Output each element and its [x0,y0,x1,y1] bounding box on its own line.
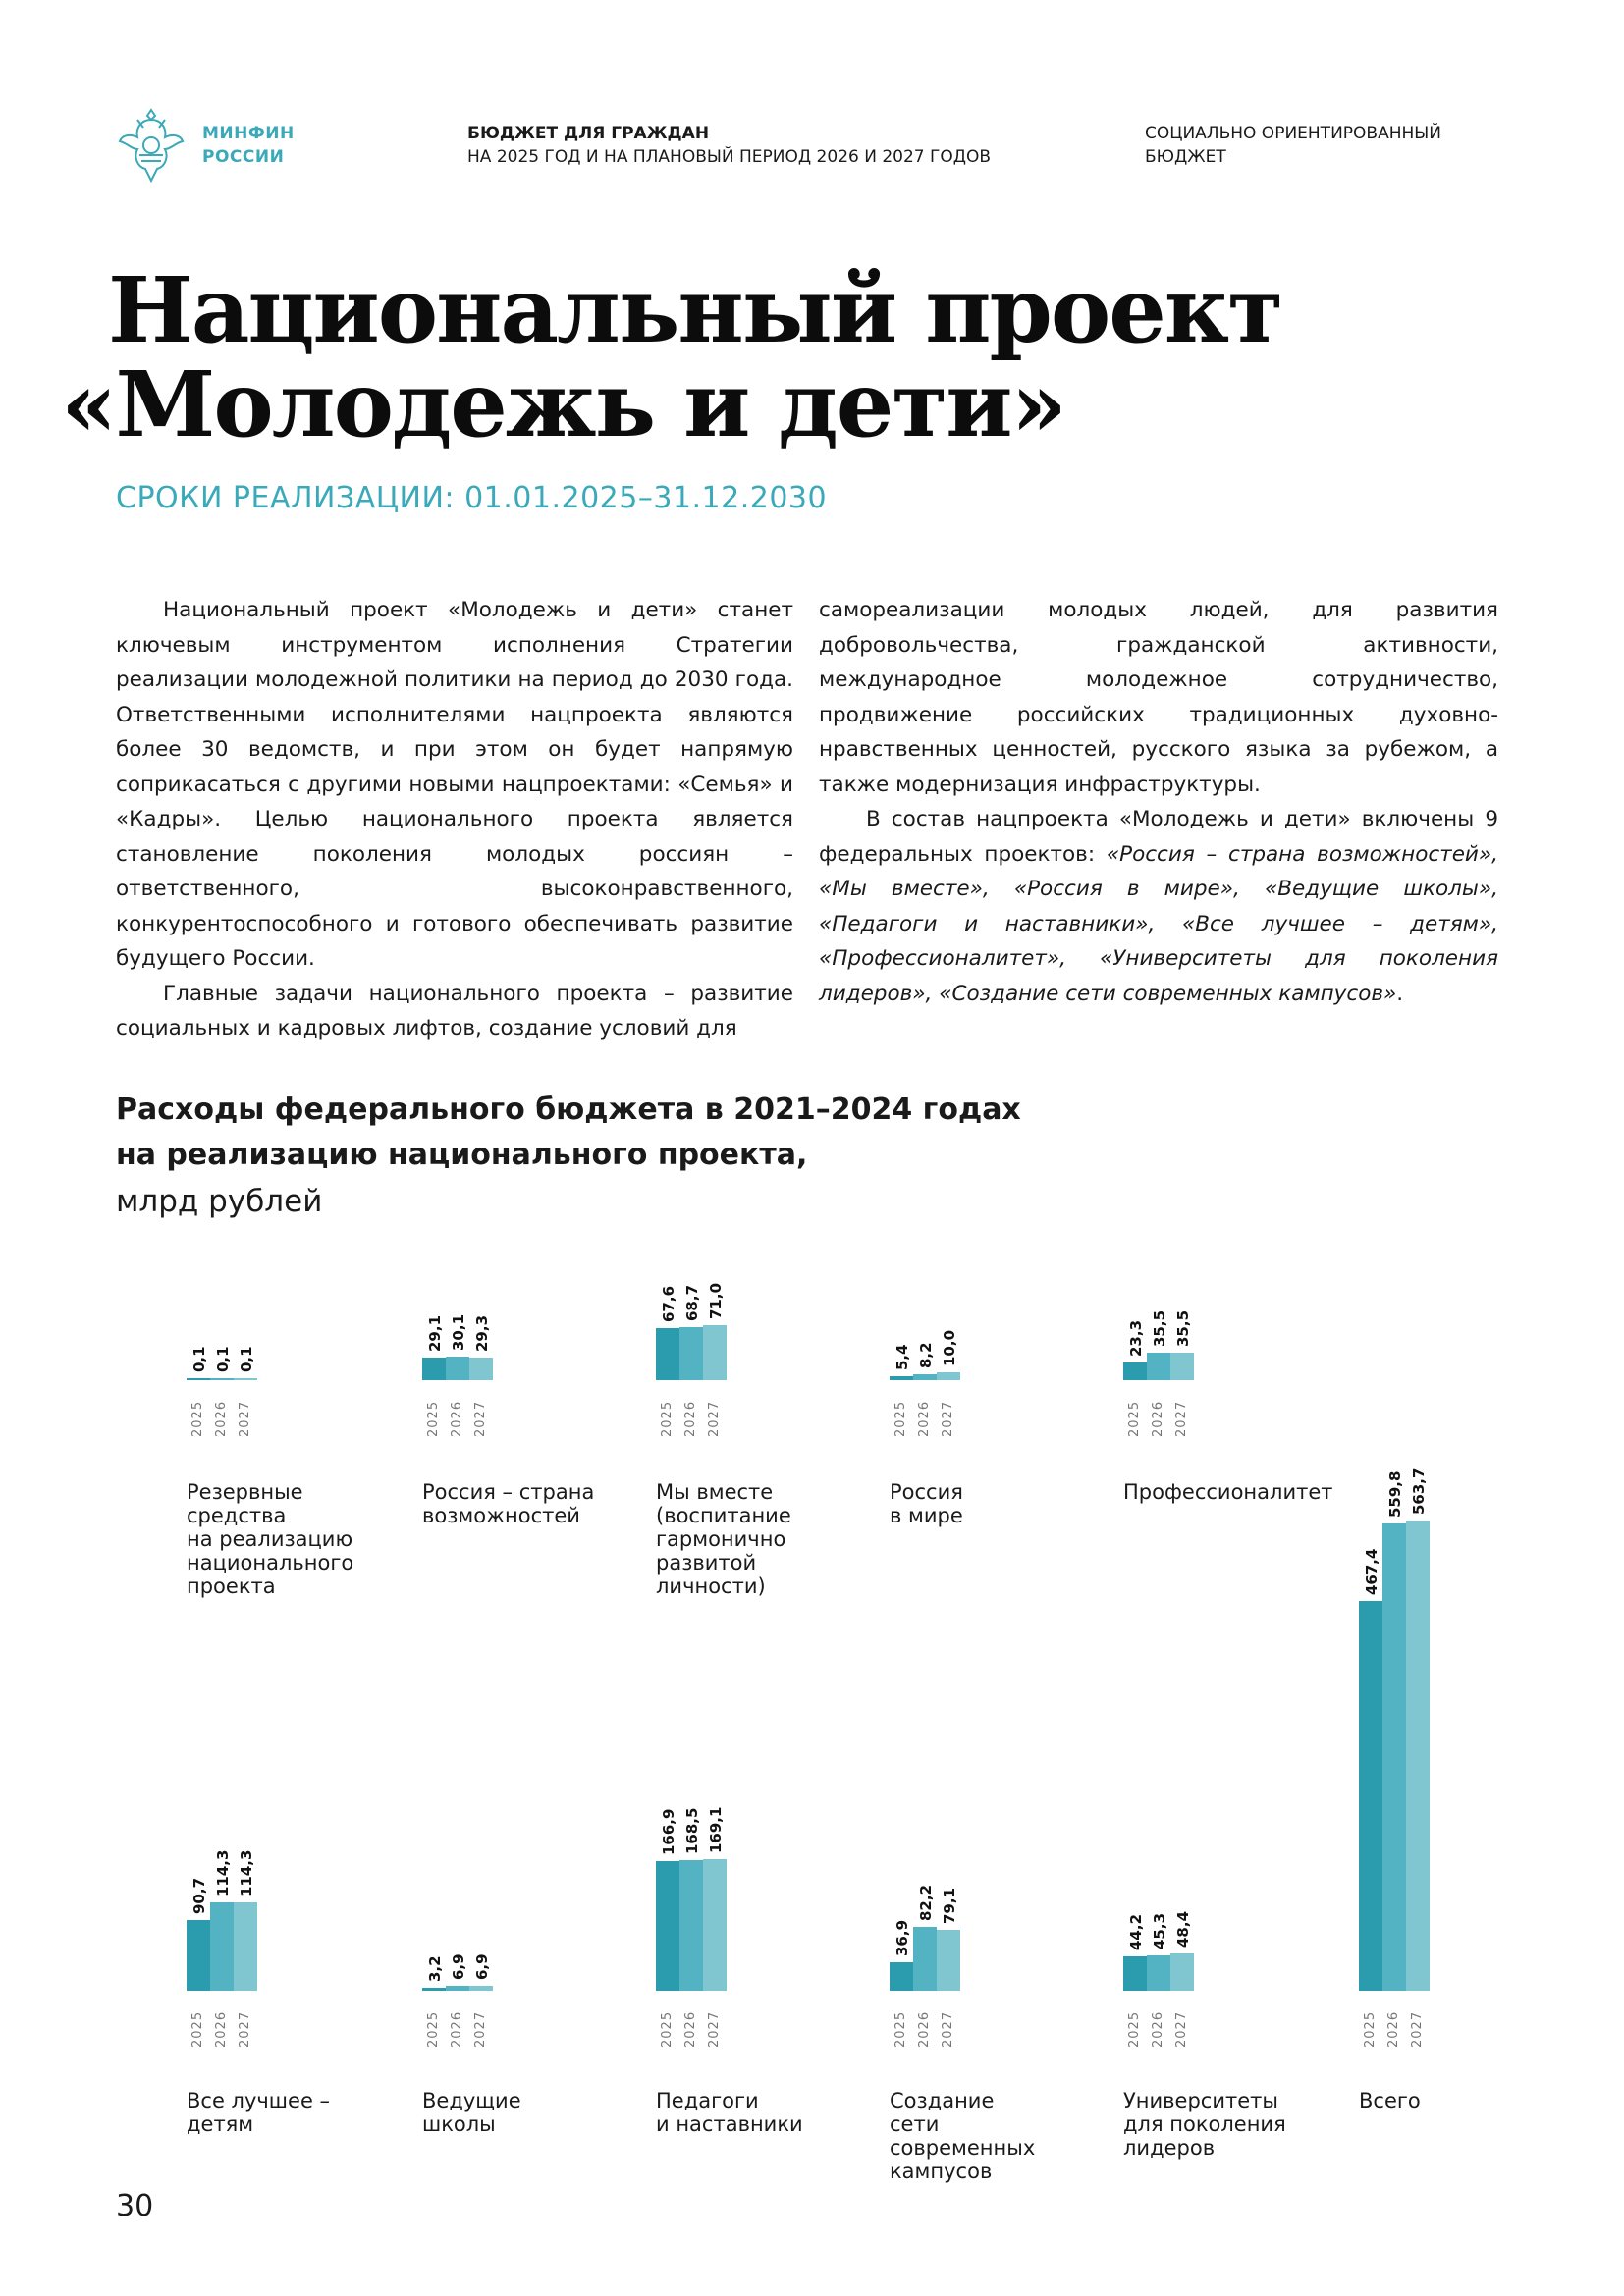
chart-value-label: 35,5 [1151,1309,1168,1347]
chart-bar [679,1327,703,1380]
paragraph: Национальный проект «Молодежь и дети» станет ключевым инструментом исполнения Стратегии реализации молодежной политики на период до 2030 года. Ответственными исполнителями нацпроекта являются более 30 ведомств, и при этом он будет напрямую соприкасаться с другими новыми нацпроектами: «Семья» и «Кадры». Целью национального проекта является становление поколения молодых россиян – ответственного, высоконравственного, конкурентоспособного и готового обеспечивать развитие будущего России. [116,598,793,971]
chart-year-label: 2026 [1151,2010,1165,2048]
header-center [467,122,991,169]
chart-bar [1359,1601,1382,1991]
chart-category-line: для поколения [1123,2112,1286,2136]
chart-category-line: детям [187,2112,254,2136]
page-title-line: «Молодежь и дети» [61,351,1066,457]
chart-year-label: 2025 [426,1400,441,1437]
chart-bar [469,1986,493,1991]
chart-bar [1170,1353,1194,1380]
chart-value-label: 48,4 [1174,1910,1192,1948]
chart-year-label: 2026 [683,1400,698,1437]
chart-category-label [1359,2089,1555,2112]
chart-category-label [187,2089,383,2136]
chart-bar [656,1861,679,1991]
chart-year-label: 2025 [426,2010,441,2048]
chart-value-label: 29,3 [473,1314,491,1352]
chart-value-label: 44,2 [1127,1914,1145,1951]
chart-bar [234,1378,257,1380]
chart-value-label: 0,1 [238,1346,255,1372]
chart-bar [446,1357,469,1380]
chart-year-label: 2026 [917,2010,932,2048]
chart-year-label: 2025 [190,2010,205,2048]
chart-year-label: 2026 [450,1400,464,1437]
chart-bar [210,1902,234,1991]
chart-bar [1406,1521,1430,1991]
chart-category-label [890,2089,1086,2183]
brand-name [202,122,295,169]
chart-category-line: сети [890,2112,940,2136]
chart-bar [446,1986,469,1991]
chart-value-label: 35,5 [1174,1309,1192,1347]
page-number: 30 [116,2189,154,2223]
chart-category-label [1123,2089,1320,2160]
chart-category-line: развитой [656,1551,757,1575]
chart-category-line: современных [890,2136,1036,2160]
chart-value-label: 6,9 [450,1952,467,1980]
page-subtitle: СРОКИ РЕАЛИЗАЦИИ: 01.01.2025–31.12.2030 [116,481,828,515]
chart-category-line: кампусов [890,2160,993,2183]
chart-category-line: на реализацию [187,1527,353,1551]
paragraph: самореализации молодых людей, для развития добровольчества, гражданской активности, международное молодежное сотрудничество, продвижение российских традиционных духовно-нравственных ценностей, русского языка за рубежом, а также модернизация инфраструктуры. [819,598,1498,797]
chart-value-label: 8,2 [917,1341,935,1368]
chart-category-line: национального [187,1551,354,1575]
chart-bar [1123,1956,1147,1991]
chart-year-label: 2027 [473,2010,488,2048]
page-title-line: Национальный проект [108,257,1282,363]
chart-category-line: Ведущие [422,2089,521,2112]
header-section [1145,122,1518,169]
chart-year-label: 2027 [1174,2010,1189,2048]
chart-year-label: 2025 [660,2010,675,2048]
chart-value-label: 29,1 [426,1314,444,1352]
chart-year-label: 2025 [1127,1400,1142,1437]
chart-bar [890,1376,913,1380]
chart-year-label: 2026 [1386,2010,1401,2048]
chart-bar [703,1325,727,1380]
chart-value-label: 30,1 [450,1314,467,1352]
chart-value-label: 5,4 [893,1344,911,1370]
chart-bar [703,1859,727,1991]
chart-value-label: 0,1 [190,1346,208,1372]
chart-bar [656,1328,679,1380]
chart-value-label: 71,0 [707,1282,725,1319]
chart-value-label: 23,3 [1127,1319,1145,1357]
chart-category-line: возможностей [422,1504,580,1527]
chart-year-label: 2026 [917,1400,932,1437]
chart-category-line: (воспитание [656,1504,791,1527]
chart-title-line: на реализацию национального проекта, [116,1138,808,1172]
text-column-right [819,593,1498,1011]
chart-bar [422,1358,446,1380]
chart-category-line: Университеты [1123,2089,1278,2112]
chart-value-label: 467,4 [1363,1548,1380,1595]
chart-value-label: 45,3 [1151,1913,1168,1950]
paragraph-text: В состав нацпроекта «Молодежь и дети» включены 9 федеральных проектов: [819,807,1498,867]
chart-year-label: 2025 [893,1400,908,1437]
chart-category-line: гармонично [656,1527,786,1551]
chart-category-line: Резервные [187,1480,303,1504]
chart-year-label: 2025 [893,2010,908,2048]
chart-year-label: 2027 [1174,1400,1189,1437]
brand-line: РОССИИ [202,147,285,167]
chart-year-label: 2027 [1410,2010,1425,2048]
chart-category-line: Россия – страна [422,1480,595,1504]
chart-bar [1147,1955,1170,1991]
chart-value-label: 6,9 [473,1952,491,1980]
chart-bar [1123,1362,1147,1380]
chart-year-label: 2027 [238,1400,252,1437]
chart-value-label: 114,3 [214,1849,232,1896]
chart-year-label: 2027 [707,1400,722,1437]
chart-title [116,1088,1021,1178]
chart-category-line: Педагоги [656,2089,759,2112]
chart-value-label: 82,2 [917,1885,935,1922]
chart-bar [422,1988,446,1991]
chart-category-line: в мире [890,1504,963,1527]
chart-year-label: 2026 [1151,1400,1165,1437]
chart-category-line: средства [187,1504,287,1527]
header-section-line: СОЦИАЛЬНО ОРИЕНТИРОВАННЫЙ [1145,124,1441,143]
chart-year-label: 2025 [190,1400,205,1437]
chart-year-label: 2027 [473,1400,488,1437]
chart-bar [187,1920,210,1991]
chart-unit: млрд рублей [116,1184,323,1219]
chart-bar [1170,1953,1194,1991]
chart-bar [210,1378,234,1380]
chart-bar [937,1930,960,1991]
chart-category-label [656,1480,852,1598]
header-title: БЮДЖЕТ ДЛЯ ГРАЖДАН [467,124,710,143]
chart-bar [679,1860,703,1991]
chart-bar [913,1927,937,1991]
chart-category-line: личности) [656,1575,766,1598]
chart-year-label: 2027 [941,1400,955,1437]
chart-value-label: 563,7 [1410,1468,1428,1515]
chart-category-label [187,1480,383,1598]
chart-bar [187,1378,210,1380]
chart-category-line: Создание [890,2089,995,2112]
chart-bar [234,1902,257,1991]
paragraph [819,802,1498,1011]
chart-title-line: Расходы федерального бюджета в 2021–2024 годах [116,1093,1021,1127]
emblem-icon [116,106,187,185]
chart-category-line: Все лучшее – [187,2089,331,2112]
chart-category-label [422,1480,619,1527]
text-column-left [116,593,793,1046]
chart-category-line: и наставники [656,2112,803,2136]
chart-category-label [1123,1480,1333,1504]
chart-category-label [656,2089,852,2136]
chart-year-label: 2026 [683,2010,698,2048]
chart-value-label: 3,2 [426,1955,444,1983]
chart-value-label: 168,5 [683,1807,701,1854]
chart-bar [937,1372,960,1380]
chart-year-label: 2025 [1127,2010,1142,2048]
chart-value-label: 169,1 [707,1806,725,1854]
chart-year-label: 2027 [238,2010,252,2048]
chart-value-label: 67,6 [660,1285,677,1322]
chart-category-line: Профессионалитет [1123,1480,1333,1504]
chart-bar [913,1374,937,1380]
chart-category-line: Россия [890,1480,963,1504]
brand-line: МИНФИН [202,124,295,143]
header-subtitle: НА 2025 ГОД И НА ПЛАНОВЫЙ ПЕРИОД 2026 И 2027 ГОДОВ [467,147,992,167]
chart-category-label [890,1480,1086,1527]
paragraph-text: . [1396,981,1404,1006]
chart-year-label: 2026 [214,1400,229,1437]
chart-bar [1147,1353,1170,1380]
header-section-line: БЮДЖЕТ [1145,147,1226,167]
chart-year-label: 2027 [941,2010,955,2048]
chart-category-line: Всего [1359,2089,1421,2112]
chart-value-label: 68,7 [683,1284,701,1321]
chart-year-label: 2027 [707,2010,722,2048]
chart-value-label: 79,1 [941,1887,958,1924]
chart-value-label: 36,9 [893,1919,911,1956]
chart-category-line: Мы вместе [656,1480,774,1504]
chart-year-label: 2026 [450,2010,464,2048]
chart-category-line: школы [422,2112,496,2136]
chart-value-label: 166,9 [660,1808,677,1856]
page-title [61,257,1534,457]
chart-category-line: проекта [187,1575,276,1598]
paragraph: Главные задачи национального проекта – развитие социальных и кадровых лифтов, создание условий для [116,981,793,1041]
chart-value-label: 10,0 [941,1330,958,1367]
chart-year-label: 2026 [214,2010,229,2048]
chart-bar [469,1358,493,1380]
chart-value-label: 90,7 [190,1878,208,1915]
chart-bar [1382,1523,1406,1991]
chart-bar [890,1962,913,1991]
chart-value-label: 0,1 [214,1346,232,1372]
chart-year-label: 2025 [1363,2010,1378,2048]
chart-category-line: лидеров [1123,2136,1216,2160]
chart-year-label: 2025 [660,1400,675,1437]
chart-value-label: 559,8 [1386,1470,1404,1519]
paragraph-italic: «Россия – страна возможностей», «Мы вместе», «Россия в мире», «Ведущие школы», «Педагоги и наставники», «Все лучшее – детям», «Профессионалитет», «Университеты для поколения лидеров», «Создание сети современных кампусов» [819,841,1499,1006]
chart-category-label [422,2089,619,2136]
chart-value-label: 114,3 [238,1849,255,1896]
